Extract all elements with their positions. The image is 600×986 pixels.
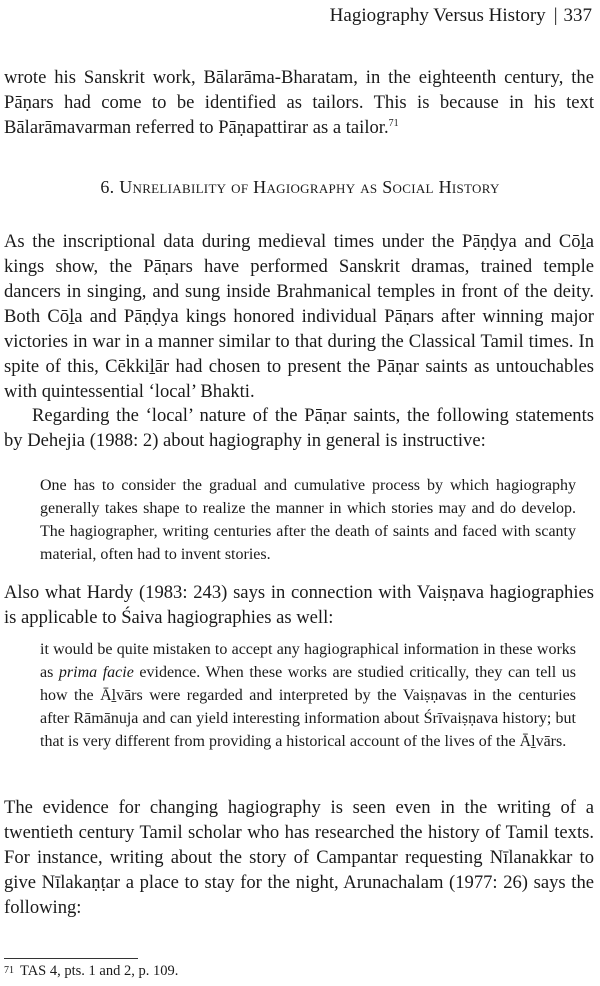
block-quote-hardy-text-2: evidence. When these works are studied critically, they can tell us how the Āḻvārs were regarded and interpreted by the Vaiṣṇavas in the centuries after Rāmānuja and can yield interesting information about Śrīvaiṣṇava history; but that is very different from providing a historical account of the lives of the Āḻvārs. — [40, 664, 577, 750]
paragraph-2-text: As the inscriptional data during medieval times under the Pāṇḍya and Cōḻa kings show, the Pāṇars have performed Sanskrit dramas, trained temple dancers in singing, and sung inside Brahmanical temples in front of the deity. Both Cōḻa and Pāṇḍya kings honored individual Pāṇars after winning major victories in war in a manner similar to that during the Classical Tamil times. In spite of this, Cēkkiḻār had chosen to present the Pāṇar saints as untouchables with quintessential ‘local’ Bhakti. — [4, 231, 594, 402]
header-separator: | — [553, 5, 558, 26]
block-quote-hardy-text-1: it would be quite mistaken to accept any hagiographical information in these works as — [40, 641, 576, 681]
footnote — [4, 962, 178, 980]
paragraph-5-text: The evidence for changing hagiography is seen even in the writing of a twentieth century Tamil scholar who has researched the history of Tamil texts. For instance, writing about the story of Campantar requesting Nīlanakkar to give Nīlakaṇṭar a place to stay for the night, Arunachalam (1977: 26) says the following: — [4, 797, 594, 918]
footnote-marker: 71 — [4, 965, 14, 976]
paragraph-1-text: wrote his Sanskrit work, Bālarāma-Bharatam, in the eighteenth century, the Pāṇars had come to be identified as tailors. This is because in his text Bālarāmavarman referred to Pāṇapattirar as a tailor. — [4, 67, 594, 138]
block-quote-dehejia-text: One has to consider the gradual and cumulative process by which hagiography generally takes shape to realize the manner in which stories may and do develop. The hagiographer, writing centuries after the death of saints and faced with scanty material, often had to invent stories. — [40, 477, 576, 563]
footnote-rule — [4, 958, 138, 959]
block-quote-hardy — [40, 638, 576, 753]
paragraph-2 — [4, 229, 594, 404]
paragraph-4-text: Also what Hardy (1983: 243) says in connection with Vaiṣṇava hagiographies is applicable to Śaiva hagiographies as well: — [4, 582, 594, 628]
block-quote-hardy-italic: prima facie — [58, 664, 134, 681]
paragraph-5 — [4, 795, 594, 920]
running-header — [330, 4, 592, 28]
block-quote-dehejia — [40, 474, 576, 566]
paragraph-3 — [4, 403, 594, 453]
paragraph-3-text: Regarding the ‘local’ nature of the Pāṇar saints, the following statements by Dehejia (1988: 2) about hagiography in general is instructive: — [4, 405, 594, 451]
footnote-reference: 71 — [388, 117, 399, 129]
section-heading: 6. Unreliability of Hagiography as Social History — [100, 177, 500, 197]
running-title: Hagiography Versus History — [329, 5, 546, 26]
paragraph-1 — [4, 65, 594, 140]
paragraph-4 — [4, 580, 594, 630]
footnote-text: TAS 4, pts. 1 and 2, p. 109. — [20, 963, 179, 979]
page-number: 337 — [563, 5, 592, 26]
